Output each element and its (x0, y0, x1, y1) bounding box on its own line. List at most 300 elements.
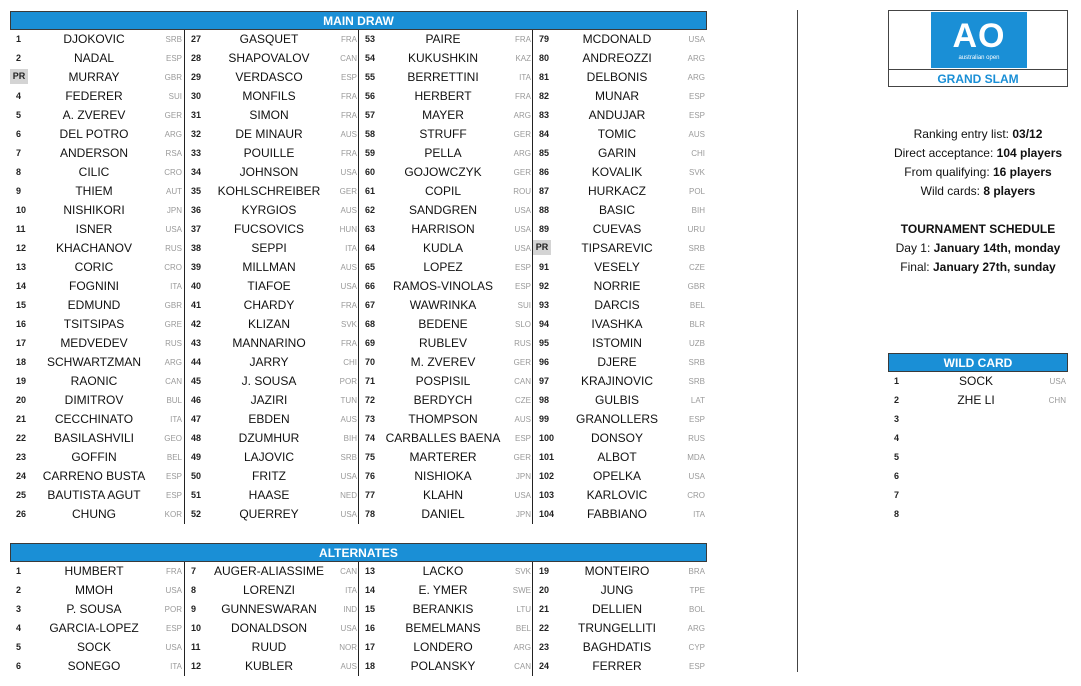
player-country: CAN (340, 567, 357, 576)
player-row (10, 182, 184, 201)
seed-number: 102 (539, 471, 555, 481)
seed-number: 9 (191, 604, 197, 614)
player-row (359, 448, 533, 467)
player-row (185, 429, 359, 448)
player-country: USA (514, 491, 531, 500)
seed-number: 104 (539, 509, 555, 519)
player-row (10, 30, 184, 49)
draw-column (532, 562, 707, 676)
player-name: CHUNG (72, 507, 116, 521)
player-row (359, 467, 533, 486)
draw-column (10, 30, 184, 524)
seed-number: 67 (365, 300, 376, 310)
day1-line (888, 239, 1068, 258)
final-line (888, 258, 1068, 277)
australian-open-logo-icon (931, 12, 1027, 68)
seed-number: 60 (365, 167, 376, 177)
player-row (359, 429, 533, 448)
player-row (533, 353, 707, 372)
player-row (185, 296, 359, 315)
player-row (185, 600, 359, 619)
player-name: OPELKA (592, 469, 642, 483)
seed-number: 1 (16, 566, 22, 576)
player-name: BAUTISTA AGUT (47, 488, 141, 502)
player-name: SOCK (76, 640, 111, 654)
seed-number: 70 (365, 357, 376, 367)
seed-number: 40 (191, 281, 202, 291)
player-row (185, 505, 359, 524)
seed-number: 14 (16, 281, 27, 291)
seed-number: 4 (16, 91, 22, 101)
seed-number: 81 (539, 72, 550, 82)
seed-number: 20 (539, 585, 550, 595)
player-name: MMOH (75, 583, 113, 597)
seed-number: 19 (16, 376, 27, 386)
seed-number: 47 (191, 414, 202, 424)
player-country: ESP (165, 472, 182, 481)
player-name: KARLOVIC (586, 488, 648, 502)
player-name: DJOKOVIC (63, 32, 125, 46)
player-name: PELLA (424, 146, 462, 160)
seed-number: 6 (16, 661, 22, 671)
player-row (359, 220, 533, 239)
player-country: BIH (343, 434, 357, 443)
player-name: E. YMER (418, 583, 468, 597)
player-country: ITA (170, 415, 182, 424)
seed-number: 52 (191, 509, 202, 519)
player-name: DANIEL (421, 507, 465, 521)
player-name: THIEM (75, 184, 113, 198)
player-name: NISHIKORI (63, 203, 125, 217)
player-name: KUBLER (244, 659, 294, 673)
player-name: FUCSOVICS (233, 222, 304, 236)
player-name: DIMITROV (64, 393, 124, 407)
player-row (10, 448, 184, 467)
seed-number: 7 (191, 566, 197, 576)
player-country: BRA (688, 567, 705, 576)
seed-number: 6 (16, 129, 22, 139)
player-country: BOL (688, 605, 705, 614)
player-row (888, 410, 1068, 429)
player-country: USA (688, 35, 705, 44)
player-row (533, 372, 707, 391)
player-row (533, 163, 707, 182)
player-row (359, 619, 533, 638)
player-country: AUS (688, 130, 705, 139)
player-country: ITA (345, 586, 357, 595)
seed-number: 53 (365, 34, 376, 44)
player-country: GBR (164, 73, 182, 82)
player-country: SLO (514, 320, 531, 329)
player-country: AUS (340, 206, 357, 215)
player-country: BIH (691, 206, 705, 215)
player-country: FRA (341, 339, 357, 348)
player-country: USA (340, 472, 357, 481)
seed-number: 45 (191, 376, 202, 386)
player-name: ANDERSON (59, 146, 128, 160)
player-name: LAJOVIC (243, 450, 294, 464)
seed-number: 84 (539, 129, 550, 139)
player-row (185, 87, 359, 106)
player-row (185, 619, 359, 638)
player-country: ARG (513, 149, 531, 158)
player-country: USA (340, 624, 357, 633)
player-country: USA (514, 244, 531, 253)
player-name: KHACHANOV (55, 241, 132, 255)
player-country: POL (688, 187, 705, 196)
player-row (533, 486, 707, 505)
seed-number: 12 (16, 243, 27, 253)
seed-number: 59 (365, 148, 376, 158)
player-country: SVK (340, 320, 357, 329)
player-country: USA (165, 643, 182, 652)
player-country: BUL (166, 396, 182, 405)
player-row (533, 201, 707, 220)
player-row (10, 239, 184, 258)
seed-number: 76 (365, 471, 376, 481)
alternates-header: ALTERNATES (10, 543, 707, 562)
player-country: SUI (517, 301, 531, 310)
player-name: LORENZI (242, 583, 295, 597)
seed-number: 61 (365, 186, 376, 196)
seed-number: 10 (16, 205, 27, 215)
player-name: POUILLE (243, 146, 295, 160)
draw-column (358, 562, 533, 676)
logo-mark: AO (952, 17, 1006, 55)
qualifying-label: From qualifying: (904, 165, 993, 179)
player-name: SIMON (249, 108, 289, 122)
player-country: FRA (515, 92, 531, 101)
seed-number: 10 (191, 623, 202, 633)
seed-number: 34 (191, 167, 202, 177)
seed-number: 35 (191, 186, 202, 196)
player-name: LONDERO (413, 640, 473, 654)
player-country: BEL (166, 453, 182, 462)
seed-number: 20 (16, 395, 27, 405)
player-row (10, 429, 184, 448)
player-row (10, 353, 184, 372)
player-row (533, 505, 707, 524)
player-row (10, 201, 184, 220)
seed-number: 87 (539, 186, 550, 196)
player-country: CAN (165, 377, 182, 386)
player-name: KUDLA (422, 241, 463, 255)
section-divider (797, 10, 798, 672)
player-country: USA (514, 225, 531, 234)
player-name: ISTOMIN (592, 336, 642, 350)
player-name: FOGNINI (69, 279, 119, 293)
player-name: NISHIOKA (414, 469, 472, 483)
player-row (185, 220, 359, 239)
player-row (185, 581, 359, 600)
seed-number: 93 (539, 300, 550, 310)
player-name: BERANKIS (412, 602, 474, 616)
player-country: KOR (164, 510, 182, 519)
player-name: TIPSAREVIC (581, 241, 653, 255)
player-name: COPIL (424, 184, 461, 198)
player-name: DEL POTRO (59, 127, 129, 141)
player-row (359, 486, 533, 505)
protected-ranking-badge: PR (533, 240, 551, 255)
seed-number: 42 (191, 319, 202, 329)
player-country: RUS (165, 244, 182, 253)
seed-number: 68 (365, 319, 376, 329)
player-name: RUBLEV (418, 336, 468, 350)
seed-number: 73 (365, 414, 376, 424)
player-country: AUS (340, 415, 357, 424)
seed-number: 16 (365, 623, 376, 633)
player-name: BEMELMANS (405, 621, 481, 635)
player-country: USA (340, 282, 357, 291)
player-country: AUS (340, 130, 357, 139)
seed-number: 97 (539, 376, 550, 386)
player-country: HUN (339, 225, 357, 234)
player-name: MONFILS (242, 89, 296, 103)
player-country: GER (339, 187, 357, 196)
seed-number: 88 (539, 205, 550, 215)
player-country: ARG (687, 54, 705, 63)
seed-number: 43 (191, 338, 202, 348)
player-name: CILIC (78, 165, 110, 179)
player-name: VESELY (594, 260, 640, 274)
seed-number: 16 (16, 319, 27, 329)
player-name: KOHLSCHREIBER (217, 184, 321, 198)
draw-column (532, 30, 707, 524)
player-row (185, 201, 359, 220)
player-row (533, 87, 707, 106)
player-row (359, 581, 533, 600)
seed-number: 31 (191, 110, 202, 120)
player-row (10, 144, 184, 163)
seed-number: 27 (191, 34, 202, 44)
player-country: FRA (515, 35, 531, 44)
logo-subtitle: australian open (958, 55, 1000, 61)
player-name: J. SOUSA (241, 374, 297, 388)
player-row (359, 258, 533, 277)
player-row (10, 391, 184, 410)
seed-number: 4 (16, 623, 22, 633)
player-country: ESP (514, 434, 531, 443)
seed-number: 17 (16, 338, 27, 348)
seed-number: 33 (191, 148, 202, 158)
player-row (533, 125, 707, 144)
player-country: FRA (341, 301, 357, 310)
player-name: DONSOY (590, 431, 643, 445)
player-name: HARRISON (411, 222, 475, 236)
player-country: RSA (165, 149, 182, 158)
seed-number: 11 (191, 642, 201, 652)
player-name: KRAJINOVIC (580, 374, 653, 388)
player-name: DELLIEN (591, 602, 643, 616)
player-row (533, 581, 707, 600)
seed-number: 14 (365, 585, 376, 595)
player-country: ARG (164, 358, 182, 367)
player-name: JARRY (249, 355, 289, 369)
protected-ranking-badge: PR (10, 69, 28, 84)
draw-column (10, 562, 184, 676)
seed-number: 8 (16, 167, 22, 177)
player-row (359, 562, 533, 581)
player-country: USA (340, 168, 357, 177)
player-name: DELBONIS (586, 70, 648, 84)
seed-number: 64 (365, 243, 376, 253)
player-country: NED (340, 491, 357, 500)
player-name: EBDEN (248, 412, 290, 426)
player-name: THOMPSON (408, 412, 478, 426)
player-country: USA (514, 206, 531, 215)
seed-number: 49 (191, 452, 202, 462)
seed-number: 11 (16, 224, 26, 234)
seed-number: 29 (191, 72, 202, 82)
player-name: QUERREY (239, 507, 299, 521)
seed-number: 54 (365, 53, 376, 63)
player-country: TPE (689, 586, 705, 595)
player-row (185, 448, 359, 467)
player-country: CRO (164, 168, 182, 177)
draw-column (184, 562, 359, 676)
player-name: BEDENE (418, 317, 468, 331)
seed-number: 6 (894, 471, 900, 481)
player-row (533, 30, 707, 49)
player-country: SWE (512, 586, 531, 595)
player-row (359, 144, 533, 163)
seed-number: 94 (539, 319, 550, 329)
player-country: CYP (688, 643, 705, 652)
player-name: TRUNGELLITI (577, 621, 656, 635)
player-country: CZE (689, 263, 705, 272)
player-row (359, 49, 533, 68)
player-country: SRB (165, 35, 182, 44)
player-name: DZUMHUR (238, 431, 300, 445)
player-row (185, 657, 359, 676)
player-row (533, 277, 707, 296)
player-row (10, 581, 184, 600)
player-name: DE MINAUR (235, 127, 303, 141)
seed-number: 3 (16, 604, 22, 614)
player-country: FRA (341, 35, 357, 44)
player-country: USA (165, 225, 182, 234)
player-country: ESP (165, 491, 182, 500)
player-row (888, 448, 1068, 467)
alternates-table (10, 562, 707, 676)
seed-number: 83 (539, 110, 550, 120)
final-label: Final: (900, 260, 933, 274)
player-name: KUKUSHKIN (407, 51, 478, 65)
seed-number: 1 (16, 34, 22, 44)
player-name: JUNG (600, 583, 634, 597)
player-name: RAONIC (70, 374, 118, 388)
player-name: ANDREOZZI (582, 51, 652, 65)
draw-column (358, 30, 533, 524)
player-country: USA (688, 472, 705, 481)
wildcards-label: Wild cards: (920, 184, 984, 198)
player-row (10, 258, 184, 277)
seed-number: 77 (365, 490, 376, 500)
player-name: TSITSIPAS (63, 317, 125, 331)
schedule-title-text: TOURNAMENT SCHEDULE (900, 222, 1056, 236)
player-row (10, 410, 184, 429)
player-name: EDMUND (67, 298, 121, 312)
seed-number: 103 (539, 490, 555, 500)
player-name: TOMIC (597, 127, 637, 141)
player-row (359, 125, 533, 144)
logo-caption: GRAND SLAM (889, 69, 1067, 87)
player-row (359, 277, 533, 296)
player-country: GBR (164, 301, 182, 310)
player-row (359, 201, 533, 220)
player-name: FEDERER (65, 89, 123, 103)
player-row (359, 30, 533, 49)
entry-info (888, 125, 1068, 201)
player-name: RUUD (251, 640, 287, 654)
player-row (359, 657, 533, 676)
player-country: SRB (688, 244, 705, 253)
player-name: GOJOWCZYK (404, 165, 482, 179)
player-name: DARCIS (594, 298, 640, 312)
player-row (10, 486, 184, 505)
player-country: SUI (168, 92, 182, 101)
player-name: GARIN (597, 146, 636, 160)
tournament-schedule (888, 220, 1068, 277)
seed-number: 15 (365, 604, 376, 614)
player-row (10, 334, 184, 353)
player-name: RAMOS-VINOLAS (392, 279, 494, 293)
player-name: POSPISIL (415, 374, 471, 388)
player-row (10, 505, 184, 524)
player-country: ESP (514, 282, 531, 291)
player-row (185, 467, 359, 486)
player-name: MONTEIRO (584, 564, 650, 578)
final-value: January 27th, sunday (932, 260, 1056, 274)
player-country: GER (513, 358, 531, 367)
seed-number: 44 (191, 357, 202, 367)
player-country: UZB (689, 339, 705, 348)
player-name: MEDVEDEV (60, 336, 128, 350)
player-country: ESP (688, 92, 705, 101)
player-name: MCDONALD (582, 32, 652, 46)
seed-number: 71 (365, 376, 376, 386)
player-row (185, 372, 359, 391)
player-country: AUS (340, 662, 357, 671)
seed-number: 7 (894, 490, 900, 500)
seed-number: 5 (16, 642, 22, 652)
player-country: ESP (514, 263, 531, 272)
player-row (533, 68, 707, 87)
qualifying-line (888, 163, 1068, 182)
player-row (185, 68, 359, 87)
main-draw-header: MAIN DRAW (10, 11, 707, 30)
seed-number: 17 (365, 642, 376, 652)
player-country: ESP (340, 73, 357, 82)
seed-number: 98 (539, 395, 550, 405)
seed-number: 37 (191, 224, 202, 234)
player-name: VERDASCO (235, 70, 303, 84)
seed-number: 23 (16, 452, 27, 462)
seed-number: 32 (191, 129, 202, 139)
entry-list-value: 03/12 (1012, 127, 1043, 141)
seed-number: 86 (539, 167, 550, 177)
player-row (185, 239, 359, 258)
player-row (359, 106, 533, 125)
player-name: M. ZVEREV (410, 355, 476, 369)
seed-number: 15 (16, 300, 27, 310)
player-name: BASIC (598, 203, 635, 217)
seed-number: 18 (16, 357, 27, 367)
seed-number: 8 (191, 585, 197, 595)
player-row (10, 125, 184, 144)
seed-number: 26 (16, 509, 27, 519)
seed-number: 12 (191, 661, 202, 671)
